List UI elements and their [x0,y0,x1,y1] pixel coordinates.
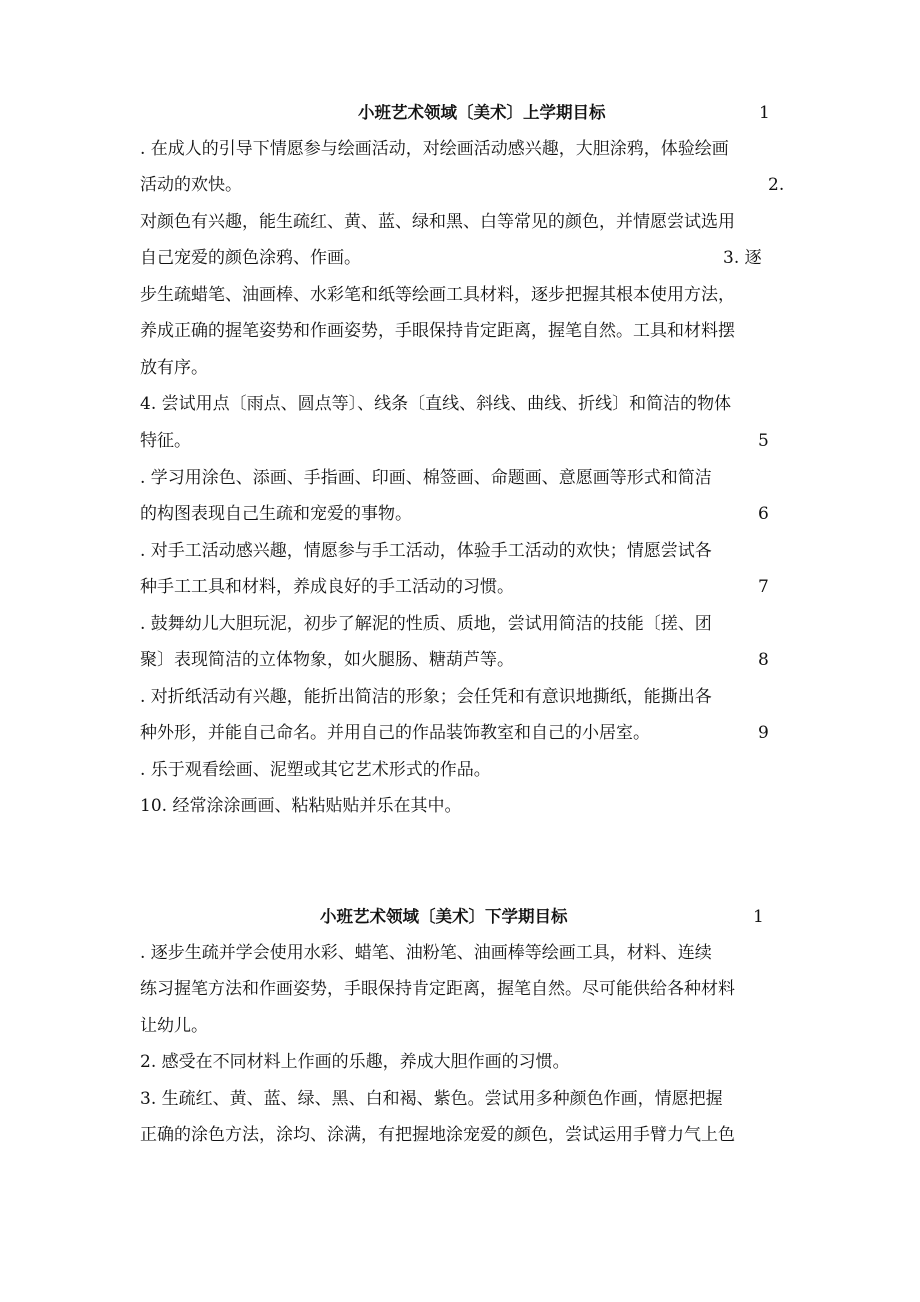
section1-line: 特征。 [140,431,191,451]
section2-line: 让幼儿。 [140,1016,208,1036]
margin-number: 3. 逐 [723,248,762,268]
margin-number: 7 [758,577,769,597]
section1-line: 放有序。 [140,358,208,378]
section1-line: . 乐于观看绘画、泥塑或其它艺术形式的作品。 [140,760,491,780]
section1-line: . 学习用涂色、添画、手指画、印画、棉签画、命题画、意愿画等形式和简洁 [140,468,712,488]
section1-line: . 鼓舞幼儿大胆玩泥，初步了解泥的性质、质地，尝试用简洁的技能〔搓、团 [140,614,712,634]
section1-line: 步生疏蜡笔、油画棒、水彩笔和纸等绘画工具材料，逐步把握其根本使用方法， [140,285,735,305]
section1-title: 小班艺术领域〔美术〕上学期目标 [358,103,606,122]
section1-line: 聚〕表现简洁的立体物象，如火腿肠、糖葫芦等。 [140,650,514,670]
section1-line: 的构图表现自己生疏和宠爱的事物。 [140,504,412,524]
section1-line: . 对折纸活动有兴趣，能折出简洁的形象；会任凭和有意识地撕纸，能撕出各 [140,687,712,707]
section1-line: 养成正确的握笔姿势和作画姿势，手眼保持肯定距离，握笔自然。工具和材料摆 [140,321,735,341]
section2-line: 正确的涂色方法，涂均、涂满，有把握地涂宠爱的颜色，尝试运用手臂力气上色 [140,1125,735,1145]
section1-title-num: 1 [759,103,770,123]
section1-line: 种外形，并能自己命名。并用自己的作品装饰教室和自己的小居室。 [140,723,650,743]
margin-number: 8 [758,650,769,670]
section2-title: 小班艺术领域〔美术〕下学期目标 [320,907,568,926]
section1-line: 10. 经常涂涂画画、粘粘贴贴并乐在其中。 [140,796,462,816]
section2-line: 练习握笔方法和作画姿势，手眼保持肯定距离，握笔自然。尽可能供给各种材料 [140,979,735,999]
section1-line: 自己宠爱的颜色涂鸦、作画。 [140,248,361,268]
section2-line: 2. 感受在不同材料上作画的乐趣，养成大胆作画的习惯。 [140,1052,570,1072]
section2-title-num: 1 [753,907,764,927]
section2-line: . 逐步生疏并学会使用水彩、蜡笔、油粉笔、油画棒等绘画工具，材料、连续 [140,943,712,963]
section1-line: 种手工工具和材料，养成良好的手工活动的习惯。 [140,577,514,597]
margin-number: 6 [758,504,769,524]
section2-line: 3. 生疏红、黄、蓝、绿、黑、白和褐、紫色。尝试用多种颜色作画，情愿把握 [140,1089,723,1109]
section1-line: . 对手工活动感兴趣，情愿参与手工活动，体验手工活动的欢快；情愿尝试各 [140,541,712,561]
margin-number: 5 [758,431,769,451]
section1-line: 对颜色有兴趣，能生疏红、黄、蓝、绿和黑、白等常见的颜色，并情愿尝试选用 [140,212,735,232]
section1-line: 活动的欢快。 [140,175,242,195]
margin-number: 2. [768,175,785,195]
margin-number: 9 [758,723,769,743]
section1-line: . 在成人的引导下情愿参与绘画活动，对绘画活动感兴趣，大胆涂鸦，体验绘画 [140,139,729,159]
section1-line: 4. 尝试用点〔雨点、圆点等〕、线条〔直线、斜线、曲线、折线〕和简洁的物体 [140,394,732,414]
